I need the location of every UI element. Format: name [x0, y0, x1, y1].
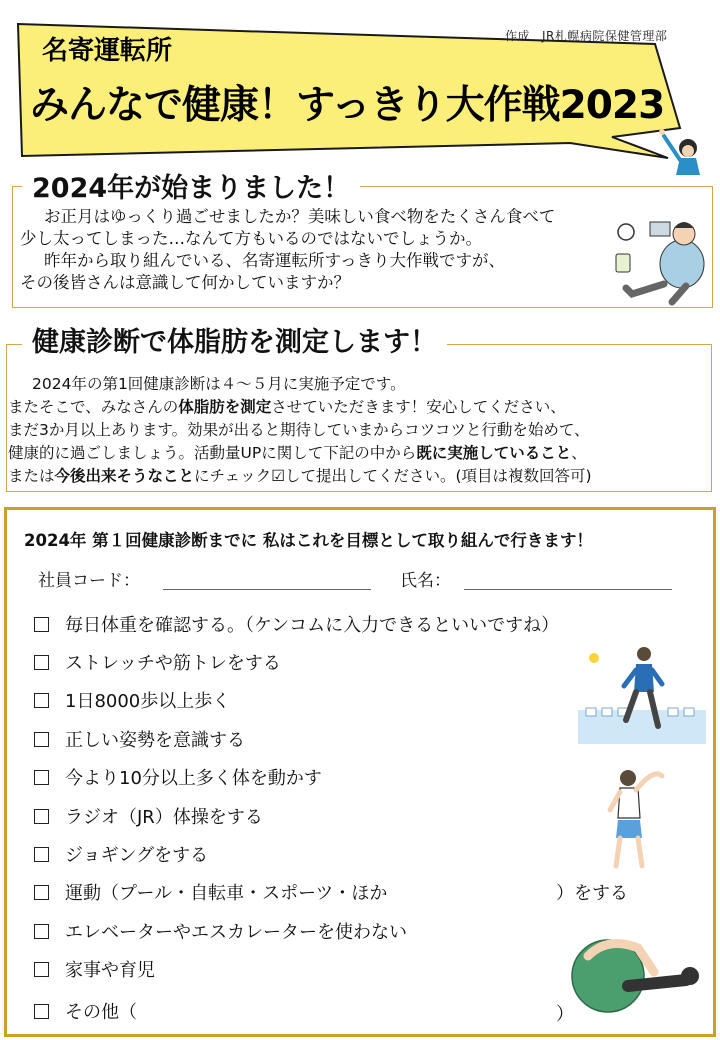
employee-code-label: 社員コード： [38, 571, 140, 591]
name-field[interactable] [464, 589, 672, 590]
checkbox[interactable] [34, 770, 49, 785]
section2-title: 健康診断で体脂肪を測定します！ [22, 320, 447, 359]
section1-title: 2024年が始まりました！ [22, 166, 360, 205]
cheering-person-icon [659, 129, 700, 175]
section2-line: まだ3か月以上あります。効果が出ると期待していまからコツコツと行動を始めて、 [8, 421, 590, 439]
section2-line: 健康的に過ごしましょう。活動量UPに関して下記の中から既に実施していること、 [8, 444, 587, 462]
section1-line: 昨年から取り組んでいる、名寄運転所すっきり大作戦ですが、 [44, 251, 506, 270]
section1-line: お正月はゆっくり過ごせましたか？美味しい食べ物をたくさん食べて [44, 207, 556, 226]
checkbox[interactable] [34, 962, 49, 977]
checklist-item[interactable]: ジョギングをする [34, 841, 208, 867]
checklist-item[interactable]: 1日8000歩以上歩く [34, 687, 230, 713]
checklist-item[interactable]: ストレッチや筋トレをする [34, 649, 281, 675]
checkbox[interactable] [34, 732, 49, 747]
checkbox[interactable] [34, 924, 49, 939]
section2-line: 2024年の第1回健康診断は４～５月に実施予定です。 [32, 375, 406, 393]
author-credit: 作成 JR札幌病院保健管理部 [505, 29, 668, 43]
exercise-suffix: ）をする [556, 883, 628, 904]
stretching-person-illustration [596, 758, 668, 874]
checklist-item[interactable]: ラジオ（JR）体操をする [34, 803, 263, 829]
section1-body [20, 206, 555, 294]
page-title: みんなで健康！すっきり大作戦2023 [30, 83, 665, 128]
other-suffix: ） [556, 1004, 574, 1025]
checklist-item[interactable]: 毎日体重を確認する。（ケンコムに入力できるといいですね） [34, 611, 559, 637]
checkbox[interactable] [34, 885, 49, 900]
section2-line: またそこで、みなさんの体脂肪を測定させていただきます！安心してください、 [8, 398, 566, 416]
checkbox[interactable] [34, 693, 49, 708]
exercise-ball-illustration [568, 926, 708, 1018]
name-label: 氏名： [400, 571, 451, 591]
section1-line: 少し太ってしまった…なんて方もいるのではないでしょうか。 [20, 229, 482, 248]
overeating-man-illustration [612, 214, 712, 306]
checkbox[interactable] [34, 1004, 49, 1019]
checklist-item[interactable]: 運動（プール・自転車・スポーツ・ほか [34, 879, 387, 905]
checklist-item[interactable]: 家事や育児 [34, 956, 155, 982]
section2-line: または今後出来そうなことにチェック☑して提出してください。(項目は複数回答可) [8, 467, 592, 485]
checklist-item[interactable]: エレベーターやエスカレーターを使わない [34, 918, 407, 944]
section2-body [8, 373, 592, 488]
checkbox[interactable] [34, 847, 49, 862]
walking-person-illustration [578, 640, 706, 744]
checklist-item[interactable]: その他（ [34, 998, 137, 1024]
office-name: 名寄運転所 [42, 36, 173, 66]
checklist-item[interactable]: 正しい姿勢を意識する [34, 726, 245, 752]
section1-line: その後皆さんは意識して何かしていますか？ [20, 273, 350, 292]
checkbox[interactable] [34, 617, 49, 632]
employee-code-field[interactable] [163, 589, 371, 590]
checkbox[interactable] [34, 809, 49, 824]
checklist-item[interactable]: 今より10分以上多く体を動かす [34, 764, 322, 790]
checkbox[interactable] [34, 655, 49, 670]
goal-sheet-title: 2024年 第１回健康診断までに 私はこれを目標として取り組んで行きます！ [24, 531, 593, 550]
